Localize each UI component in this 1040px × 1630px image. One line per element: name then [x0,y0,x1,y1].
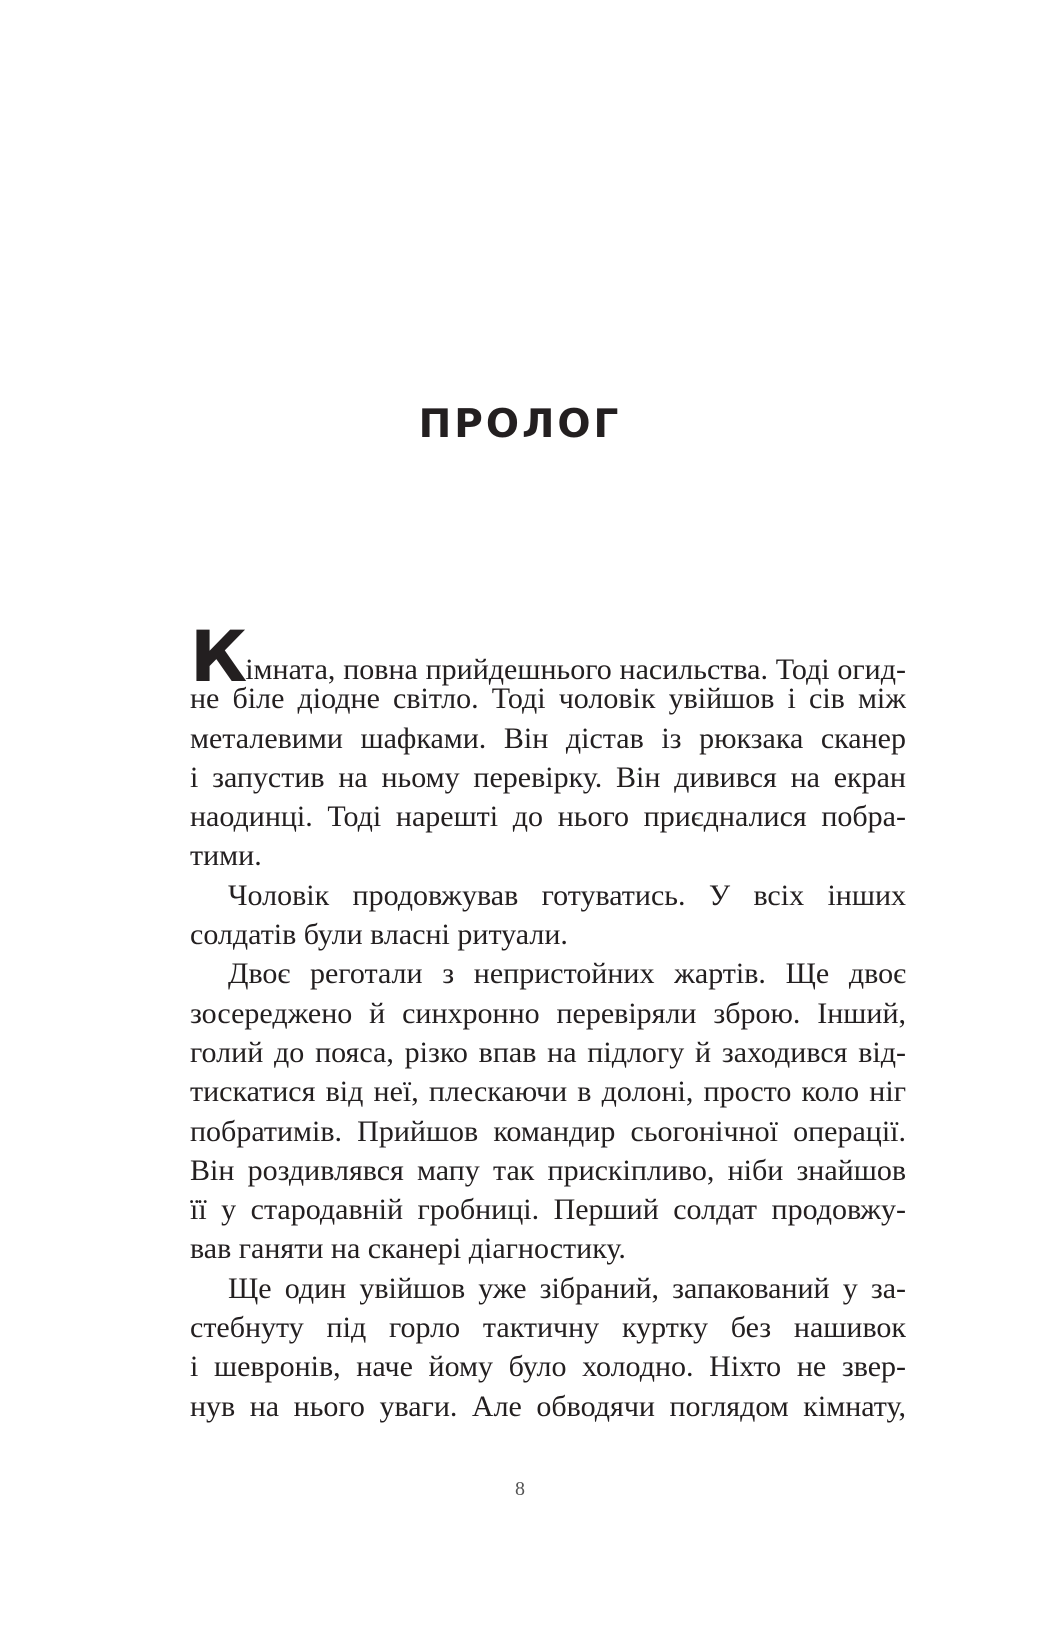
text-line: вав ганяти на сканері діагностику. [190,1232,626,1266]
text-line: тискатися від неї, плескаючи в долоні, просто коло ніг [190,1075,906,1109]
drop-cap: К [190,616,248,698]
text-line: тими. [190,839,262,873]
text-line: не біле діодне світло. Тоді чоловік увійшов і сів між [190,682,906,716]
body-text [190,616,906,1426]
text-line: Двоє реготали з непристойних жартів. Ще двоє [228,957,906,991]
text-line: зосереджено й синхронно перевіряли зброю. Інший, [190,996,906,1030]
text-line: її у стародавній гробниці. Перший солдат продовжу- [190,1193,906,1227]
text-line: нув на нього уваги. Але обводячи поглядом кімнату, [190,1389,906,1423]
chapter-title: ПРОЛОГ [418,402,622,447]
line-text: імната, повна прийдешнього насильства. Тоді огид- [245,653,906,686]
text-line: і шевронів, наче йому було холодно. Ніхто не звер- [190,1350,906,1384]
text-line: наодинці. Тоді нарешті до нього приєдналися побра- [190,800,906,834]
text-line [190,616,906,698]
text-line: Чоловік продовжував готуватись. У всіх інших [228,878,906,912]
text-line: металевими шафками. Він дістав із рюкзака сканер [190,721,906,755]
text-line: голий до пояса, різко впав на підлогу й заходився від- [190,1035,906,1069]
text-line: побратимів. Прийшов командир сьогонічної операції. [190,1114,906,1148]
text-line: і запустив на ньому перевірку. Він дивився на екран [190,760,906,794]
text-line: солдатів були власні ритуали. [190,918,568,952]
text-line: Ще один увійшов уже зібраний, запакований у за- [228,1271,906,1305]
page-number: 8 [515,1478,525,1500]
text-line: Він роздивлявся мапу так прискіпливо, ніби знайшов [190,1153,906,1187]
text-line: стебнуту під горло тактичну куртку без нашивок [190,1311,906,1345]
